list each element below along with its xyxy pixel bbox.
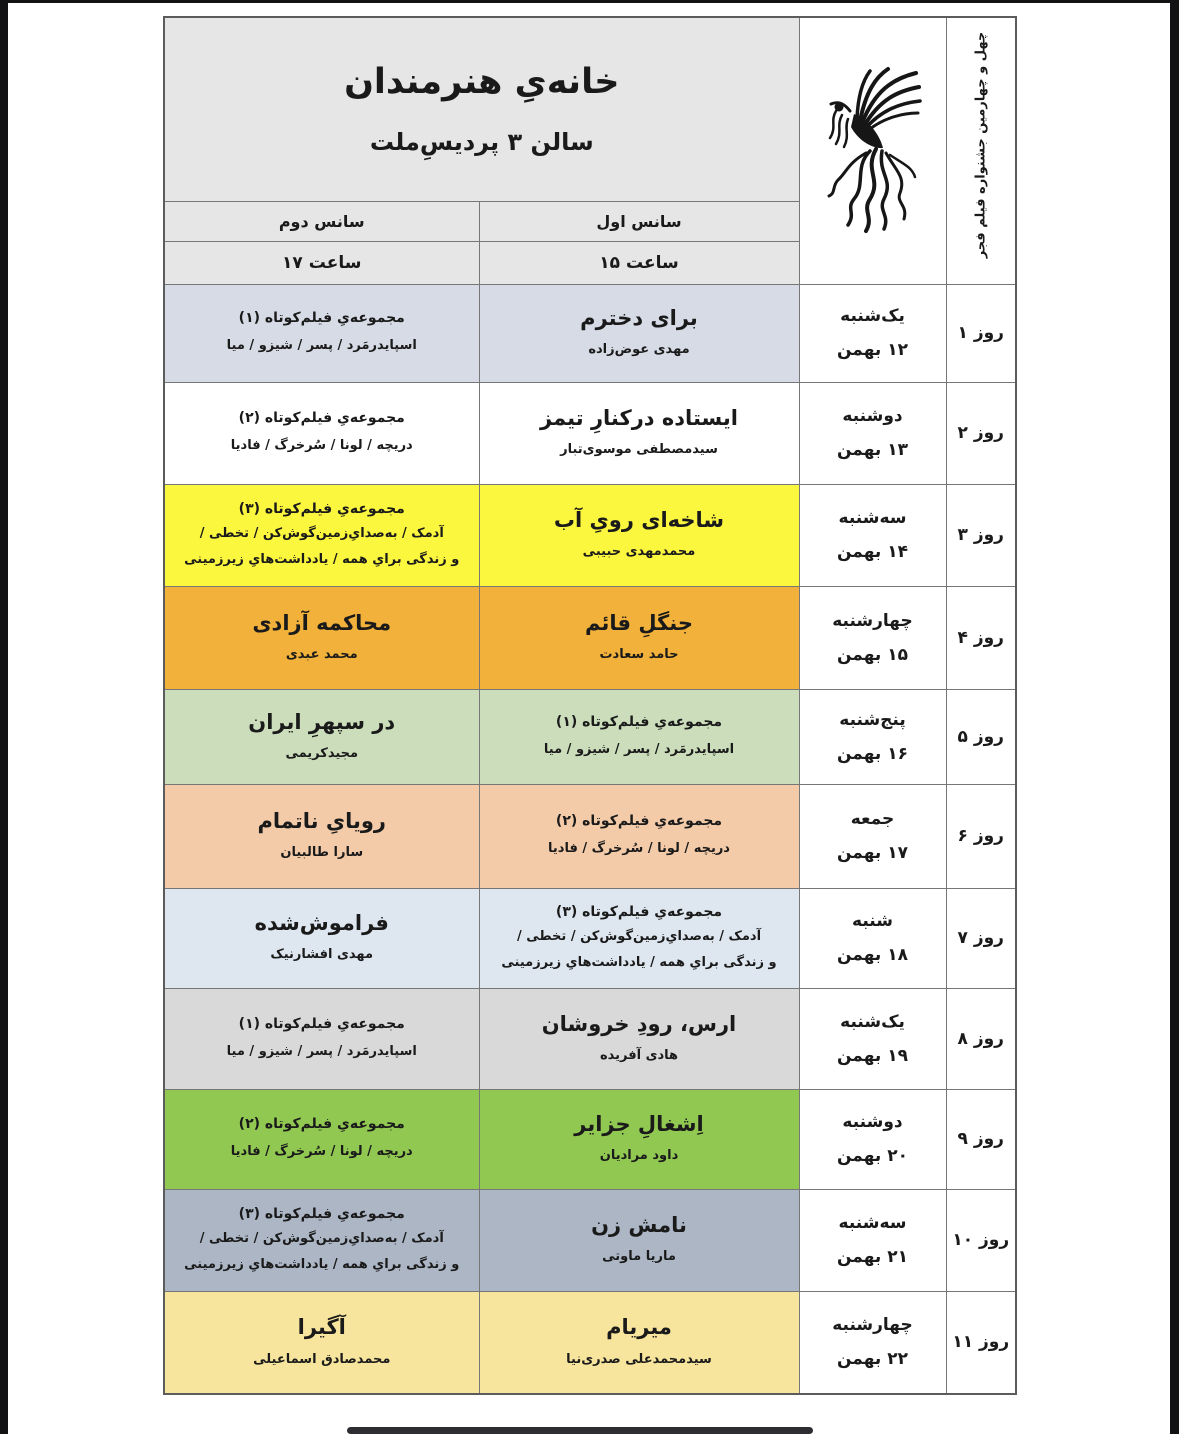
day-cell: روز ۷ [946,888,1016,988]
date-cell [799,784,946,888]
film-subline: دریچه / لونا / سُرخرگ / فادیا [548,841,730,857]
film-subline: سیدمحمدعلی صدری‌نیا [566,1351,712,1367]
session2-film-cell [164,1291,479,1394]
weekday-label: چهارشنبه [832,610,913,631]
date-cell [799,284,946,382]
date-cell [799,1189,946,1291]
collection-title: مجموعه‌یِ فیلم‌کوتاه (۲) [238,410,405,427]
session1-film-cell [479,1291,799,1394]
film-subline: محمدمهدی حبیبی [582,544,696,560]
session1-film-cell [479,284,799,382]
weekday-label: یک‌شنبه [840,306,905,326]
film-subline: سارا طالبیان [280,845,364,861]
film-subline: آدمک / به‌صدایِ‌زمین‌گوش‌کن / تخطی / [199,525,444,541]
date-cell [799,1291,946,1394]
film-title: ارس، رودِ خروشان [541,1011,737,1036]
day-cell: روز ۴ [946,586,1016,689]
schedule-row-10 [164,1189,1016,1291]
film-subline: محمد عبدی [285,646,358,662]
venue-title-cell [164,17,799,201]
film-title: ایستاده درکنارِ تیمز [540,406,738,431]
film-subline: ماریا ماوتی [602,1249,676,1265]
film-subline: داود مرادیان [599,1148,679,1164]
session2-film-cell [164,1089,479,1189]
schedule-row-3 [164,484,1016,586]
collection-title: مجموعه‌یِ فیلم‌کوتاه (۳) [238,1205,405,1222]
film-subline: و زندگی برایِ همه / یادداشت‌هایِ زیرزمینی [184,1257,460,1272]
collection-title: مجموعه‌یِ فیلم‌کوتاه (۳) [238,500,405,517]
header-row-title [164,17,1016,201]
festival-name-vertical-text: چهل و چهارمین جشنواره فیلم فجر [973,32,989,259]
film-subline: مهدی افشارنیک [270,947,374,963]
festival-logo-cell [799,17,946,284]
schedule-row-8 [164,988,1016,1089]
date-label: ۱۷ بهمن [837,843,908,863]
day-cell: روز ۶ [946,784,1016,888]
film-subline: مجیدکریمی [285,745,359,761]
session2-header: سانس دوم [164,201,479,241]
weekday-label: سه‌شنبه [838,508,907,528]
schedule-row-11 [164,1291,1016,1394]
film-subline: مهدی عوض‌زاده [588,342,690,358]
film-title: نامش زن [591,1213,687,1238]
date-label: ۲۱ بهمن [837,1247,908,1267]
session2-film-cell [164,689,479,784]
film-subline: دریچه / لونا / سُرخرگ / فادیا [230,1144,413,1160]
weekday-label: یک‌شنبه [840,1011,905,1032]
day-cell: روز ۱ [946,284,1016,382]
session2-time: ساعت ۱۷ [164,241,479,284]
film-subline: و زندگی برایِ همه / یادداشت‌هایِ زیرزمینی [501,955,777,970]
day-cell: روز ۹ [946,1089,1016,1189]
film-subline: محمدصادق اسماعیلی [253,1351,391,1367]
session1-film-cell [479,1089,799,1189]
session1-film-cell [479,1189,799,1291]
film-title: محاکمه آزادی [252,610,392,635]
document-page [8,3,1170,1434]
film-subline: سیدمصطفی موسوی‌تبار [560,442,718,458]
session2-film-cell [164,382,479,484]
film-title: اِشغالِ جزایر [574,1112,704,1137]
film-subline: اسپایدرمَرد / پسر / شیزو / میا [226,1043,417,1059]
session2-film-cell [164,1189,479,1291]
schedule-row-5 [164,689,1016,784]
collection-title: مجموعه‌یِ فیلم‌کوتاه (۱) [238,1015,405,1032]
schedule-row-9 [164,1089,1016,1189]
film-subline: آدمک / به‌صدایِ‌زمین‌گوش‌کن / تخطی / [516,928,762,944]
session1-film-cell [479,784,799,888]
day-cell: روز ۸ [946,988,1016,1089]
collection-title: مجموعه‌یِ فیلم‌کوتاه (۲) [238,1116,405,1133]
date-label: ۲۰ بهمن [837,1146,908,1166]
date-label: ۱۳ بهمن [837,440,908,460]
film-subline: آدمک / به‌صدایِ‌زمین‌گوش‌کن / تخطی / [199,1230,444,1246]
home-indicator [347,1427,813,1434]
session2-film-cell [164,784,479,888]
date-label: ۱۶ بهمن [837,743,908,764]
session1-film-cell [479,382,799,484]
film-title: برای دخترم [580,306,698,331]
film-title: فراموش‌شده [254,911,389,936]
date-cell [799,1089,946,1189]
collection-title: مجموعه‌یِ فیلم‌کوتاه (۱) [555,713,723,730]
festival-name-cell [946,17,1016,284]
film-subline: هادی آفریده [599,1047,679,1063]
film-title: جنگلِ قائم [585,610,693,635]
session1-film-cell [479,484,799,586]
date-cell [799,988,946,1089]
session1-film-cell [479,586,799,689]
festival-schedule-table [163,16,1017,1395]
film-subline: اسپایدرمَرد / پسر / شیزو / میا [226,338,417,354]
weekday-label: جمعه [850,809,895,829]
day-cell: روز ۵ [946,689,1016,784]
day-cell: روز ۲ [946,382,1016,484]
simorgh-logo-icon [820,63,925,239]
date-cell [799,689,946,784]
collection-title: مجموعه‌یِ فیلم‌کوتاه (۱) [238,310,405,327]
date-label: ۲۲ بهمن [837,1349,908,1370]
weekday-label: دوشنبه [842,1112,903,1132]
venue-subtitle: سالن ۳ پردیسِ‌ملت [369,128,594,157]
film-title: در سپهرِ ایران [248,709,396,734]
schedule-row-1 [164,284,1016,382]
date-label: ۱۵ بهمن [837,644,908,665]
session1-header: سانس اول [479,201,799,241]
film-title: شاخه‌ای رویِ آب [553,508,725,533]
venue-title: خانه‌یِ هنرمندان [344,62,620,103]
film-subline: اسپایدرمَرد / پسر / شیزو / میا [543,741,735,757]
collection-title: مجموعه‌یِ فیلم‌کوتاه (۳) [555,903,723,920]
session2-film-cell [164,284,479,382]
schedule-row-7 [164,888,1016,988]
film-title: میریام [606,1315,672,1340]
film-subline: حامد سعادت [599,646,679,662]
date-label: ۱۲ بهمن [837,340,908,360]
session2-film-cell [164,988,479,1089]
session2-film-cell [164,484,479,586]
weekday-label: شنبه [852,911,893,931]
film-title: رویایِ ناتمام [257,809,386,834]
date-label: ۱۸ بهمن [837,945,908,965]
date-label: ۱۹ بهمن [837,1045,908,1066]
collection-title: مجموعه‌یِ فیلم‌کوتاه (۲) [555,813,723,830]
date-cell [799,586,946,689]
session2-film-cell [164,888,479,988]
weekday-label: پنج‌شنبه [839,709,906,730]
day-cell: روز ۱۰ [946,1189,1016,1291]
date-cell [799,888,946,988]
day-cell: روز ۳ [946,484,1016,586]
session1-film-cell [479,988,799,1089]
film-subline: دریچه / لونا / سُرخرگ / فادیا [230,438,413,454]
session1-film-cell [479,689,799,784]
session2-film-cell [164,586,479,689]
session1-film-cell [479,888,799,988]
film-title: آگیرا [297,1315,346,1340]
film-subline: و زندگی برایِ همه / یادداشت‌هایِ زیرزمینی [184,552,460,567]
day-cell: روز ۱۱ [946,1291,1016,1394]
schedule-row-2 [164,382,1016,484]
date-cell [799,484,946,586]
weekday-label: سه‌شنبه [838,1213,907,1233]
schedule-row-4 [164,586,1016,689]
weekday-label: دوشنبه [842,406,903,426]
date-label: ۱۴ بهمن [837,542,908,562]
session1-time: ساعت ۱۵ [479,241,799,284]
schedule-row-6 [164,784,1016,888]
weekday-label: چهارشنبه [832,1315,913,1336]
date-cell [799,382,946,484]
